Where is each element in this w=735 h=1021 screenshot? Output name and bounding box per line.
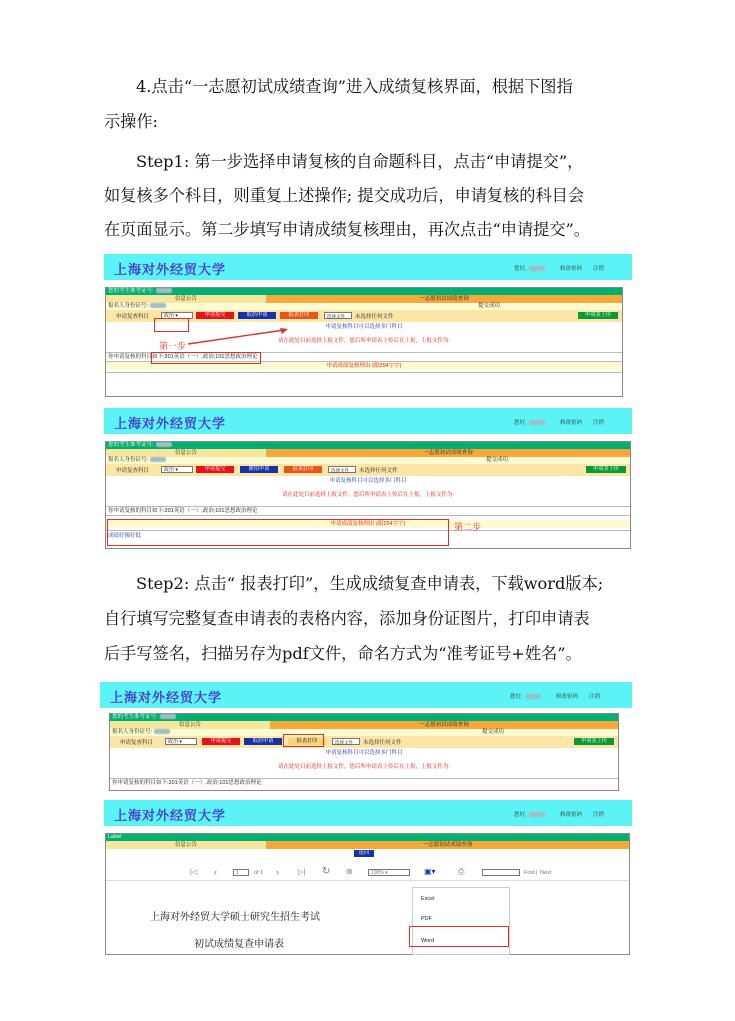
notice-tab-2[interactable]: 信息公告 bbox=[106, 449, 266, 457]
exam-no-label-2: 您的考生准考证号: bbox=[108, 442, 154, 448]
hint-choose-2: 申请复核科目可以选择多门科目 bbox=[329, 478, 407, 484]
id-label-3: 报名人身份证号: bbox=[112, 729, 153, 735]
find-separator: | bbox=[536, 870, 538, 876]
university-logo-2: 上海对外经贸大学 bbox=[114, 417, 227, 432]
notice-tab-3[interactable]: 信息公告 bbox=[110, 721, 270, 729]
page-input[interactable]: 1 bbox=[233, 869, 249, 876]
hint-upload-2: 请在此处目前选择上报文件，您后所申请表上传后在上报，上报文件为: bbox=[281, 492, 455, 498]
greeting-4 bbox=[514, 810, 545, 818]
highlight-print-button bbox=[283, 734, 324, 747]
find-input[interactable] bbox=[482, 869, 520, 876]
subject-label: 申请复查科目 bbox=[116, 314, 150, 320]
last-page-icon[interactable]: ▷| bbox=[298, 869, 306, 876]
user-blur bbox=[529, 266, 545, 271]
logout-link-2[interactable]: 注销 bbox=[593, 420, 605, 426]
selected-subjects-2: 你申请复核的科目如下:201英语（一）,政治;101思想政治理论 bbox=[106, 506, 630, 516]
user-blur-4 bbox=[529, 812, 545, 817]
logout-link[interactable]: 注销 bbox=[593, 266, 605, 272]
id-row-3 bbox=[110, 729, 618, 736]
export-excel[interactable]: Excel bbox=[421, 896, 435, 902]
logout-link-4[interactable]: 注销 bbox=[593, 812, 605, 818]
hint-choose: 申请复核科目可以选择多门科目 bbox=[325, 324, 403, 330]
step1-label: 第一步 bbox=[159, 342, 187, 352]
action-row-3 bbox=[110, 736, 618, 748]
choose-file-button-3[interactable]: 选择文件 bbox=[332, 738, 360, 745]
exam-no-label: 您的考生准考证号: bbox=[108, 288, 154, 294]
tab-row-2 bbox=[106, 449, 630, 457]
hint-upload-3: 请在此处目前选择上报文件，您后所申请表上传后在上报，上报文件为: bbox=[277, 764, 451, 770]
report-subtitle: 初试成绩复查申请表 bbox=[194, 939, 284, 950]
cancel-button-2[interactable]: 撤销申请 bbox=[240, 466, 278, 473]
submit-button-2[interactable]: 申请提交 bbox=[196, 466, 234, 473]
logout-link-3[interactable]: 注销 bbox=[589, 694, 601, 700]
score-query-tab[interactable]: 一志愿初试成绩查询 bbox=[266, 295, 622, 303]
figure-print bbox=[100, 682, 632, 792]
no-file-text-2: 未选择任何文件 bbox=[359, 468, 398, 474]
score-query-tab-4[interactable]: 一志愿初试成绩查询 bbox=[266, 841, 629, 849]
zoom-value: 100% bbox=[371, 870, 384, 876]
figure-report bbox=[104, 800, 632, 955]
para-step4-line1: 4.点击“一志愿初试成绩查询”进入成绩复核界面，根据下图指 bbox=[136, 77, 573, 96]
subject-select-value-3: 政治 bbox=[168, 739, 179, 745]
subject-select-3[interactable]: 政治 ▾ bbox=[165, 738, 197, 745]
exam-no-blur bbox=[156, 288, 172, 293]
greeting-text-4: 您好, bbox=[514, 812, 527, 818]
return-button[interactable]: 返回 bbox=[354, 850, 374, 857]
score-query-tab-2[interactable]: 一志愿初试成绩查询 bbox=[266, 449, 630, 457]
highlight-subjects-list bbox=[151, 352, 261, 364]
subject-select[interactable]: 政治 ▾ bbox=[161, 312, 193, 319]
site-banner bbox=[104, 254, 632, 280]
cancel-button[interactable]: 取消申请 bbox=[238, 312, 276, 319]
reason-input-text: 成绩好像好低 bbox=[108, 533, 142, 539]
upload-button-2[interactable]: 申请表上传 bbox=[586, 466, 626, 473]
step2-label: 第二步 bbox=[454, 523, 482, 533]
reason-label-2: 申请成绩复核理由 bbox=[330, 521, 375, 527]
subject-select-2[interactable]: 政治 ▾ bbox=[161, 466, 193, 473]
para-step2-line2: 自行填写完整复查申请表的表格内容，添加身份证图片，打印申请表 bbox=[104, 609, 590, 628]
subject-select-value-2: 政治 bbox=[164, 467, 175, 473]
greeting bbox=[514, 264, 545, 272]
figure-step1 bbox=[104, 254, 632, 399]
exam-no-bar bbox=[106, 288, 622, 295]
change-password-link-3[interactable]: 修改密码 bbox=[556, 694, 579, 700]
upload-button-3[interactable]: 申请表上传 bbox=[574, 738, 614, 745]
para-step1-line2: 如复核多个科目，则重复上述操作; 提交成功后，申请复核的科目会 bbox=[104, 186, 585, 205]
tab-row-4 bbox=[106, 841, 629, 849]
reason-limit-2: (限254字字) bbox=[376, 521, 406, 527]
university-logo: 上海对外经贸大学 bbox=[114, 263, 227, 278]
print-icon[interactable]: ⎙ bbox=[458, 867, 465, 876]
change-password-link-2[interactable]: 修改密码 bbox=[560, 420, 583, 426]
report-title: 上海对外经贸大学硕士研究生招生考试 bbox=[150, 912, 320, 923]
no-file-text-3: 未选择任何文件 bbox=[363, 740, 402, 746]
id-row-2 bbox=[106, 457, 630, 464]
subject-label-3: 申请复查科目 bbox=[120, 740, 154, 746]
para-step2-line1: Step2: 点击“ 报表打印”，生成成绩复查申请表，下载word版本; bbox=[136, 574, 604, 593]
site-banner-4 bbox=[104, 800, 632, 826]
para-step1-line1: Step1: 第一步选择申请复核的自命题科目，点击“申请提交”， bbox=[136, 152, 584, 171]
highlight-word bbox=[409, 926, 509, 947]
greeting-3 bbox=[510, 692, 541, 700]
hint-upload: 请在此处目前选择上报文件，您后所申请表上传后在上报，上报文件为: bbox=[277, 338, 451, 344]
subject-select-value: 政治 bbox=[164, 313, 175, 319]
site-banner-3 bbox=[100, 682, 632, 708]
id-label: 报名人身份证号: bbox=[108, 303, 149, 309]
report-panel bbox=[105, 833, 630, 955]
change-password-link[interactable]: 修改密码 bbox=[560, 266, 583, 272]
first-page-icon[interactable]: |◁ bbox=[190, 869, 198, 876]
find-link[interactable]: Find bbox=[524, 870, 535, 876]
greeting-text: 您好, bbox=[514, 266, 527, 272]
arrow-step1 bbox=[184, 326, 294, 348]
reason-input[interactable] bbox=[106, 372, 622, 395]
export-word[interactable]: Word bbox=[421, 938, 435, 944]
action-row-2 bbox=[106, 464, 630, 476]
upload-button[interactable]: 申请表上传 bbox=[578, 312, 618, 319]
selected-subjects: 你申请复核的科目如下:201英语（一）,政治;101思想政治理论 bbox=[106, 352, 622, 362]
no-file-text: 未选择任何文件 bbox=[355, 314, 394, 320]
print-button-3[interactable]: 报表打印 bbox=[288, 738, 326, 745]
figure-step2 bbox=[104, 408, 632, 550]
id-blur bbox=[150, 303, 166, 308]
notice-tab[interactable]: 信息公告 bbox=[106, 295, 266, 303]
save-icon[interactable]: ▣▾ bbox=[424, 867, 436, 876]
reason-label: 申请成绩复核理由 bbox=[326, 363, 371, 369]
greeting-2 bbox=[514, 418, 545, 426]
id-blur-3 bbox=[154, 729, 170, 734]
exam-no-blur-3 bbox=[160, 714, 176, 719]
return-row bbox=[106, 849, 629, 858]
tab-row-3 bbox=[110, 721, 618, 729]
id-label-2: 报名人身份证号: bbox=[108, 457, 149, 463]
score-panel-3 bbox=[109, 713, 619, 791]
university-logo-4: 上海对外经贸大学 bbox=[114, 809, 227, 824]
site-banner-2 bbox=[104, 408, 632, 434]
reason-limit: (限254字字) bbox=[372, 363, 402, 369]
subject-label-2: 申请复查科目 bbox=[116, 468, 150, 474]
page-of-text: of 1 bbox=[254, 870, 264, 876]
para-step1-line3: 在页面显示。第二步填写申请成绩复核理由，再次点击“申请提交”。 bbox=[104, 220, 590, 239]
exam-no-blur-2 bbox=[156, 442, 172, 447]
greeting-text-3: 您好, bbox=[510, 694, 523, 700]
print-button-2[interactable]: 报表打印 bbox=[284, 466, 322, 473]
id-blur-2 bbox=[150, 457, 166, 462]
para-step4-line2: 示操作: bbox=[104, 112, 159, 131]
print-button[interactable]: 报表打印 bbox=[280, 312, 318, 319]
submit-status: 提交成功 bbox=[478, 303, 501, 309]
exam-no-bar-3 bbox=[110, 714, 618, 721]
next-page-icon[interactable]: › bbox=[276, 867, 279, 877]
hint-choose-3: 申请复核科目可以选择多门科目 bbox=[325, 750, 403, 756]
user-blur-3 bbox=[525, 694, 541, 699]
score-query-tab-3[interactable]: 一志愿初试成绩查询 bbox=[270, 721, 618, 729]
notice-tab-4[interactable]: 信息公告 bbox=[106, 841, 266, 849]
submit-button-3[interactable]: 申请提交 bbox=[202, 738, 240, 745]
report-toolbar bbox=[106, 866, 629, 881]
user-blur-2 bbox=[529, 420, 545, 425]
selected-subjects-3: 你申请复核的科目如下:201英语（一）,政治;101思想政治理论 bbox=[110, 778, 618, 787]
next-link[interactable]: Next bbox=[540, 870, 552, 876]
refresh-icon[interactable]: ↻ bbox=[322, 866, 331, 877]
change-password-link-4[interactable]: 修改密码 bbox=[560, 812, 583, 818]
prev-page-icon[interactable]: ‹ bbox=[214, 867, 217, 877]
university-logo-3: 上海对外经贸大学 bbox=[110, 691, 223, 706]
exam-no-bar-2 bbox=[106, 442, 630, 449]
report-header: Label bbox=[106, 834, 629, 841]
greeting-text-2: 您好, bbox=[514, 420, 527, 426]
tab-row bbox=[106, 295, 622, 303]
export-pdf[interactable]: PDF bbox=[421, 916, 432, 922]
choose-file-button-2[interactable]: 选择文件 bbox=[328, 466, 356, 473]
para-step2-line3: 后手写签名，扫描另存为pdf文件，命名方式为“准考证号+姓名”。 bbox=[104, 644, 582, 663]
highlight-reason bbox=[107, 519, 449, 546]
submit-button[interactable]: 申请提交 bbox=[196, 312, 234, 319]
id-row bbox=[106, 303, 622, 310]
back-icon[interactable]: ⊛ bbox=[346, 867, 353, 876]
cancel-button-3[interactable]: 取消申请 bbox=[244, 738, 282, 745]
submit-status-3: 提交成功 bbox=[482, 729, 505, 735]
exam-no-label-3: 您的考生准考证号: bbox=[112, 714, 158, 720]
zoom-select[interactable]: 100% ▾ bbox=[368, 869, 410, 876]
choose-file-button[interactable]: 选择文件 bbox=[324, 312, 352, 319]
submit-status-2: 提交成功 bbox=[486, 457, 509, 463]
